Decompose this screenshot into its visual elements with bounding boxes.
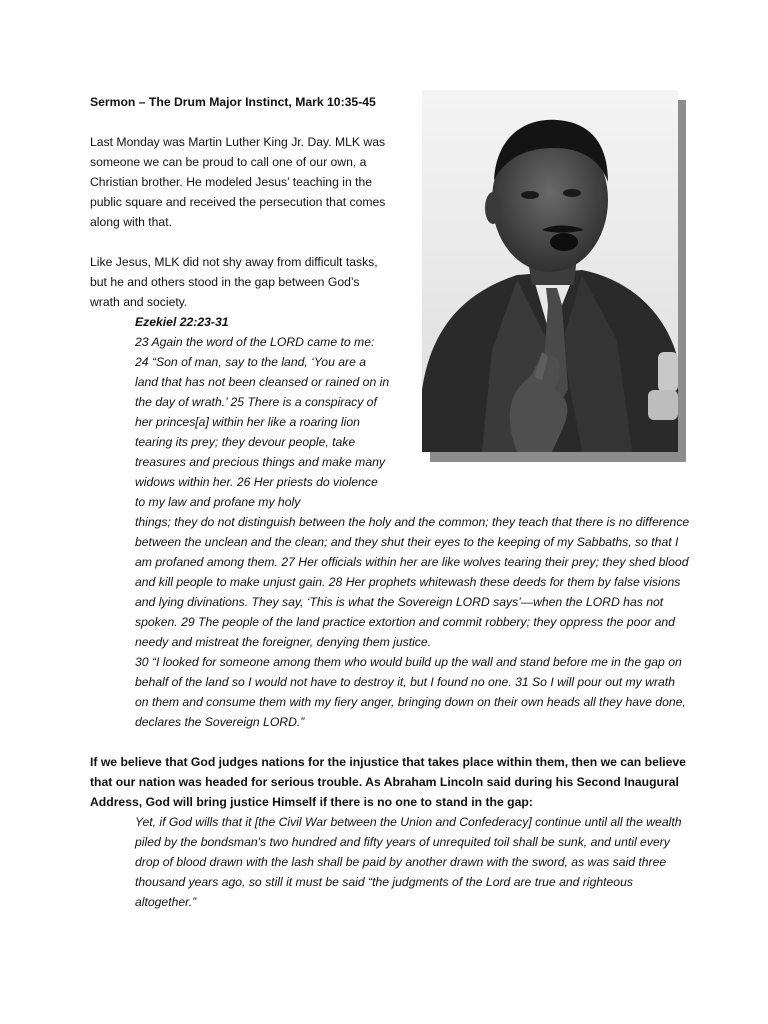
quote-part-c: 30 “I looked for someone among them who would build up the wall and stand before me in the gap on behalf of the land so I would not have to destroy it, but I found no one. 31 So I will pour out my wrath on them and consume them with my fiery anger, bringing down on their own heads all they have done, declares the Sovereign LORD.” [135,655,686,729]
document-body [90,92,690,912]
lincoln-quote [135,812,690,912]
ezekiel-quote [135,312,690,732]
quote-part-b: things; they do not distinguish between the holy and the common; they teach that there is no difference between the unclean and the clean; and they shut their eyes to the keeping of my Sabbaths, so that I am profaned among them. 27 Her officials within her are like wolves tearing their prey; they shed blood and kill people to make unjust gain. 28 Her prophets whitewash these deeds for them by false visions and lying divinations. They say, ‘This is what the Sovereign LORD says’—when the LORD has not spoken. 29 The people of the land practice extortion and commit robbery; they oppress the poor and needy and mistreat the foreigner, denying them justice. [135,515,690,649]
lincoln-quote-text: Yet, if God wills that it [the Civil War between the Union and Confederacy] continue until all the wealth piled by the bondsman's two hundred and fifty years of unrequited toil shall be sunk, and until every drop of blood drawn with the lash shall be paid by another drawn with the sword, as was said three thousand years ago, so still it must be said “the judgments of the Lord are true and righteous altogether.” [135,815,682,909]
quote-reference: Ezekiel 22:23-31 [135,315,229,329]
paragraph-mlk-gap: Like Jesus, MLK did not shy away from difficult tasks, but he and others stood in the gap between God’s wrath and society. [90,255,378,309]
paragraph-intro: Last Monday was Martin Luther King Jr. Day. MLK was someone we can be proud to call one of our own, a Christian brother. He modeled Jesus’ teaching in the public square and received the persecution that comes along with that. [90,135,386,229]
paragraph-lincoln: If we believe that God judges nations for the injustice that takes place within them, then we can believe that our nation was headed for serious trouble. As Abraham Lincoln said during his Second Inaugural Address, God will bring justice Himself if there is no one to stand in the gap: [90,755,686,809]
document-title: Sermon – The Drum Major Instinct, Mark 10:35-45 [90,95,376,109]
quote-part-a: 23 Again the word of the LORD came to me: 24 “Son of man, say to the land, ‘You are a land that has not been cleansed or rained on in the day of wrath.’ 25 There is a conspiracy of her princes[a] within her like a roaring lion tearing its prey; they devour people, take treasures and precious things and make many widows within her. 26 Her priests do violence to my law and profane my holy [135,335,390,509]
